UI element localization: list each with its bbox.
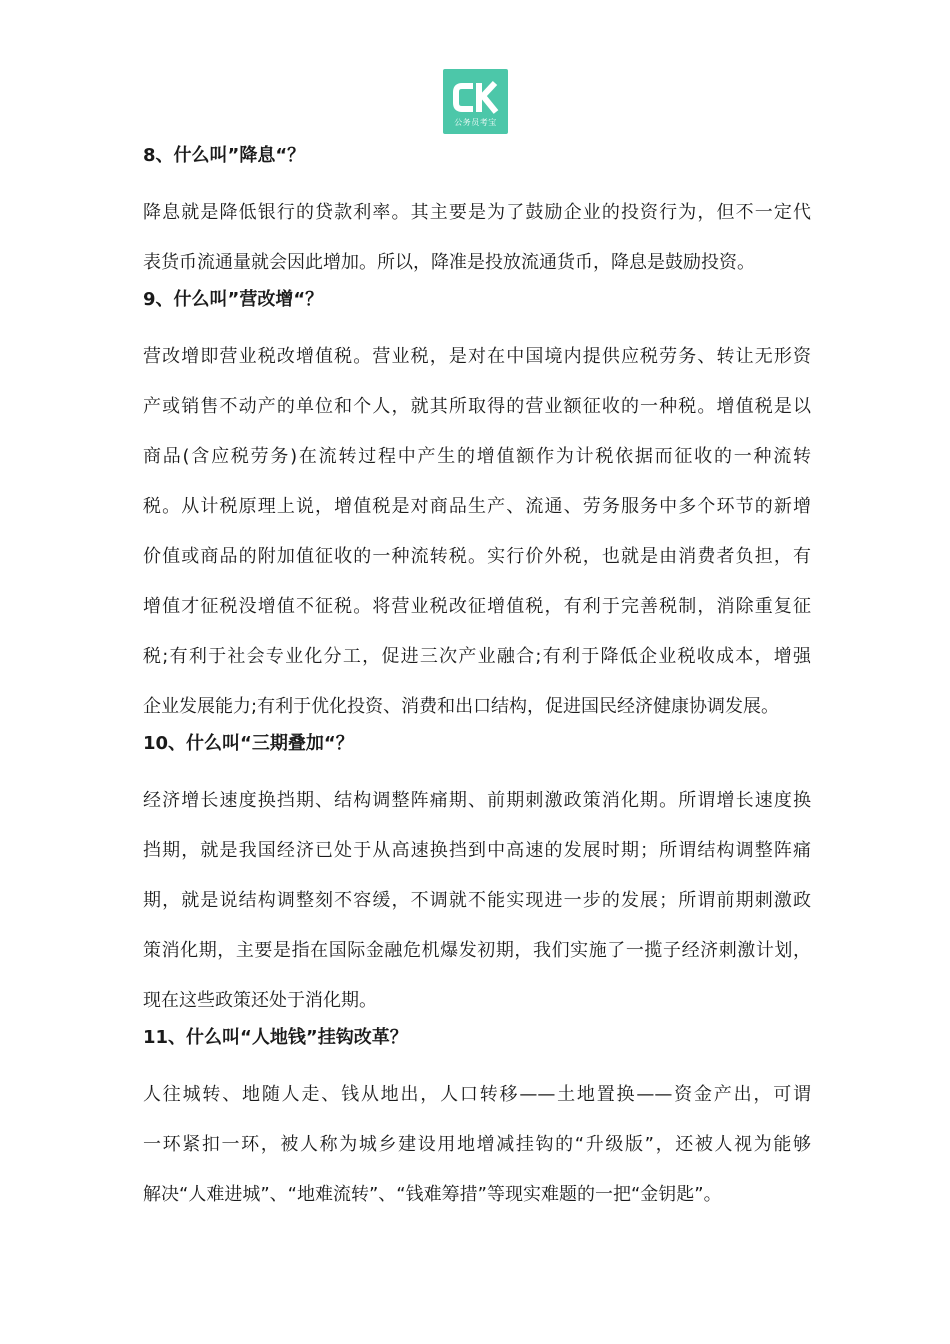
logo-caption: 公务员考宝 xyxy=(454,118,497,127)
section-heading-8: 8、什么叫”降息“？ xyxy=(143,145,306,166)
text-line: 产或销售不动产的单位和个人，就其所取得的营业额征收的一种税。增值税是以 xyxy=(143,396,811,417)
section-heading-9: 9、什么叫”营改增“？ xyxy=(143,289,324,310)
text-line: 表货币流通量就会因此增加。所以，降准是投放流通货币，降息是鼓励投资。 xyxy=(143,252,755,273)
document-body xyxy=(143,138,811,1220)
text-line: 增值才征税没增值不征税。将营业税改征增值税，有利于完善税制，消除重复征 xyxy=(143,596,811,617)
text-line: 人往城转、地随人走、钱从地出，人口转移——土地置换——资金产出，可谓 xyxy=(143,1084,811,1105)
text-line: 企业发展能力;有利于优化投资、消费和出口结构，促进国民经济健康协调发展。 xyxy=(143,696,780,717)
text-line: 解决“人难进城”、“地难流转”、“钱难筹措”等现实难题的一把“金钥匙”。 xyxy=(143,1184,722,1205)
section-paragraph-10 xyxy=(143,776,811,1026)
text-line: 税。从计税原理上说，增值税是对商品生产、流通、劳务服务中多个环节的新增 xyxy=(143,496,811,517)
text-line: 税;有利于社会专业化分工，促进三次产业融合;有利于降低企业税收成本，增强 xyxy=(143,646,811,667)
text-line: 价值或商品的附加值征收的一种流转税。实行价外税，也就是由消费者负担，有 xyxy=(143,546,811,567)
text-line: 降息就是降低银行的贷款利率。其主要是为了鼓励企业的投资行为，但不一定代 xyxy=(143,202,811,223)
text-line: 挡期，就是我国经济已处于从高速换挡到中高速的发展时期；所谓结构调整阵痛 xyxy=(143,840,811,861)
text-line: 现在这些政策还处于消化期。 xyxy=(143,990,377,1011)
section-paragraph-9 xyxy=(143,332,811,732)
text-line: 营改增即营业税改增值税。营业税，是对在中国境内提供应税劳务、转让无形资 xyxy=(143,346,811,367)
text-line: 策消化期，主要是指在国际金融危机爆发初期，我们实施了一揽子经济刺激计划， xyxy=(143,940,811,961)
text-line: 期，就是说结构调整刻不容缓，不调就不能实现进一步的发展；所谓前期刺激政 xyxy=(143,890,811,911)
section-heading-10: 10、什么叫“三期叠加“？ xyxy=(143,733,354,754)
section-paragraph-11 xyxy=(143,1070,811,1220)
text-line: 商品(含应税劳务)在流转过程中产生的增值额作为计税依据而征收的一种流转 xyxy=(143,446,811,467)
section-paragraph-8 xyxy=(143,188,811,288)
text-line: 经济增长速度换挡期、结构调整阵痛期、前期刺激政策消化期。所谓增长速度换 xyxy=(143,790,811,811)
text-line: 一环紧扣一环，被人称为城乡建设用地增减挂钩的“升级版”，还被人视为能够 xyxy=(143,1134,811,1155)
section-heading-11: 11、什么叫“人地钱”挂钩改革？ xyxy=(143,1027,408,1048)
brand-logo xyxy=(443,69,508,134)
